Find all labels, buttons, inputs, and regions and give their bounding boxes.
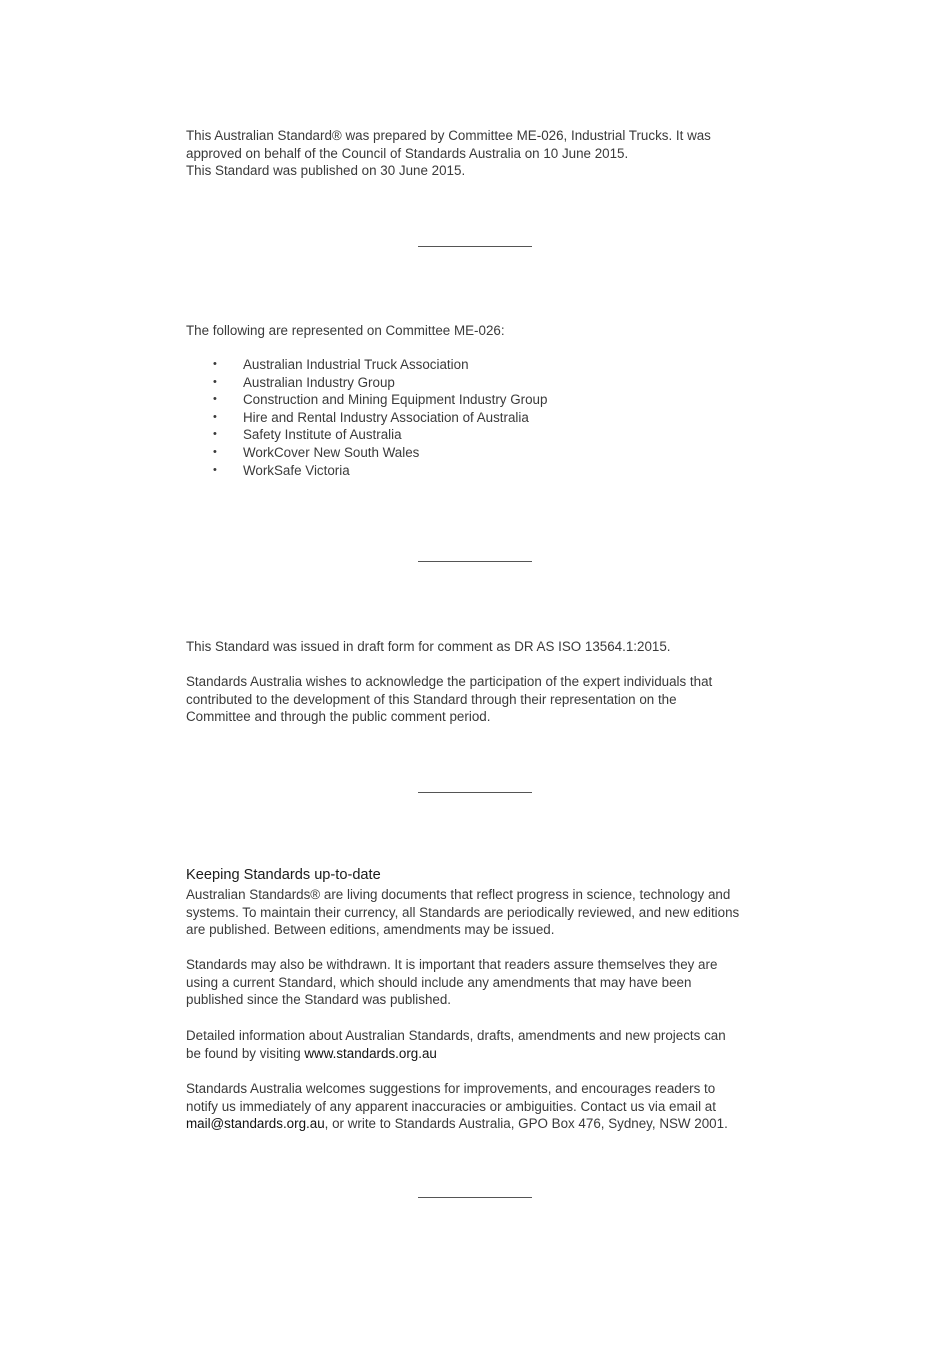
bullet-icon: •: [213, 375, 217, 388]
section-divider: [418, 561, 532, 562]
committee-intro: The following are represented on Committee ME-026:: [186, 323, 505, 338]
committee-member: • Construction and Mining Equipment Industry Group: [213, 392, 548, 408]
preparation-paragraph: [186, 127, 786, 180]
keeping-up-to-date-heading: Keeping Standards up-to-date: [186, 867, 381, 883]
section-divider: [418, 1197, 532, 1198]
paragraph-line: are published. Between editions, amendments may be issued.: [186, 922, 555, 938]
preparation-section: [186, 127, 786, 180]
committee-member: • WorkCover New South Wales: [213, 444, 420, 460]
paragraph-line: Standards Australia welcomes suggestions for improvements, and encourages readers to: [186, 1081, 716, 1096]
committee-member-list: [186, 356, 786, 479]
withdrawn-block: [186, 956, 786, 1009]
bullet-icon: •: [213, 358, 217, 370]
committee-member: • WorkSafe Victoria: [213, 462, 350, 478]
bullet-icon: •: [213, 445, 217, 458]
committee-member: • Hire and Rental Industry Association of Australia: [213, 409, 529, 425]
bullet-icon: •: [213, 393, 217, 406]
section-divider: [418, 246, 532, 247]
acknowledgement-section: [186, 673, 786, 726]
acknowledgement-line: Standards Australia wishes to acknowledge the participation of the expert individuals that: [186, 674, 713, 689]
paragraph-line: Australian Standards® are living documents that reflect progress in science, technology and: [186, 887, 731, 902]
committee-member: • Australian Industry Group: [213, 374, 395, 390]
preparation-line: This Standard was published on 30 June 2015.: [186, 163, 466, 179]
section-divider: [418, 792, 532, 793]
website-link[interactable]: www.standards.org.au: [304, 1045, 437, 1061]
committee-member: • Australian Industrial Truck Association: [213, 357, 469, 372]
withdrawn-paragraph: [186, 956, 786, 1009]
paragraph-line: Standards may also be withdrawn. It is important that readers assure themselves they are: [186, 957, 718, 972]
bullet-icon: •: [213, 410, 217, 423]
suggestions-paragraph: [186, 1080, 786, 1133]
paragraph-line: be found by visiting www.standards.org.au: [186, 1045, 437, 1061]
bullet-icon: •: [213, 463, 217, 476]
committee-section: [186, 322, 786, 340]
acknowledgement-line: contributed to the development of this Standard through their representation on the: [186, 691, 677, 707]
detailed-info-paragraph: [186, 1027, 786, 1062]
acknowledgement-paragraph: [186, 673, 786, 726]
paragraph-line: systems. To maintain their currency, all Standards are periodically reviewed, and new editions: [186, 904, 740, 920]
suggestions-block: [186, 1080, 786, 1133]
paragraph-line: using a current Standard, which should include any amendments that may have been: [186, 974, 692, 990]
draft-section: [186, 638, 786, 656]
committee-members-block: [186, 356, 786, 479]
paragraph-line: notify us immediately of any apparent inaccuracies or ambiguities. Contact us via email at: [186, 1098, 716, 1114]
paragraph-line: published since the Standard was published.: [186, 992, 452, 1008]
preparation-line: This Australian Standard® was prepared by Committee ME-026, Industrial Trucks. It was: [186, 128, 711, 143]
acknowledgement-line: Committee and through the public comment period.: [186, 709, 491, 725]
paragraph-line: Detailed information about Australian Standards, drafts, amendments and new projects can: [186, 1028, 726, 1043]
paragraph-line: mail@standards.org.au, or write to Standards Australia, GPO Box 476, Sydney, NSW 2001.: [186, 1116, 728, 1132]
bullet-icon: •: [213, 428, 217, 441]
detailed-info-block: [186, 1027, 786, 1062]
committee-member: • Safety Institute of Australia: [213, 427, 402, 443]
living-documents-paragraph: [186, 886, 786, 939]
living-documents-block: [186, 886, 786, 939]
draft-issued-text: This Standard was issued in draft form for comment as DR AS ISO 13564.1:2015.: [186, 639, 671, 654]
email-link[interactable]: mail@standards.org.au: [186, 1116, 325, 1132]
preparation-line: approved on behalf of the Council of Standards Australia on 10 June 2015.: [186, 145, 629, 161]
keeping-up-to-date-section: [186, 867, 786, 885]
